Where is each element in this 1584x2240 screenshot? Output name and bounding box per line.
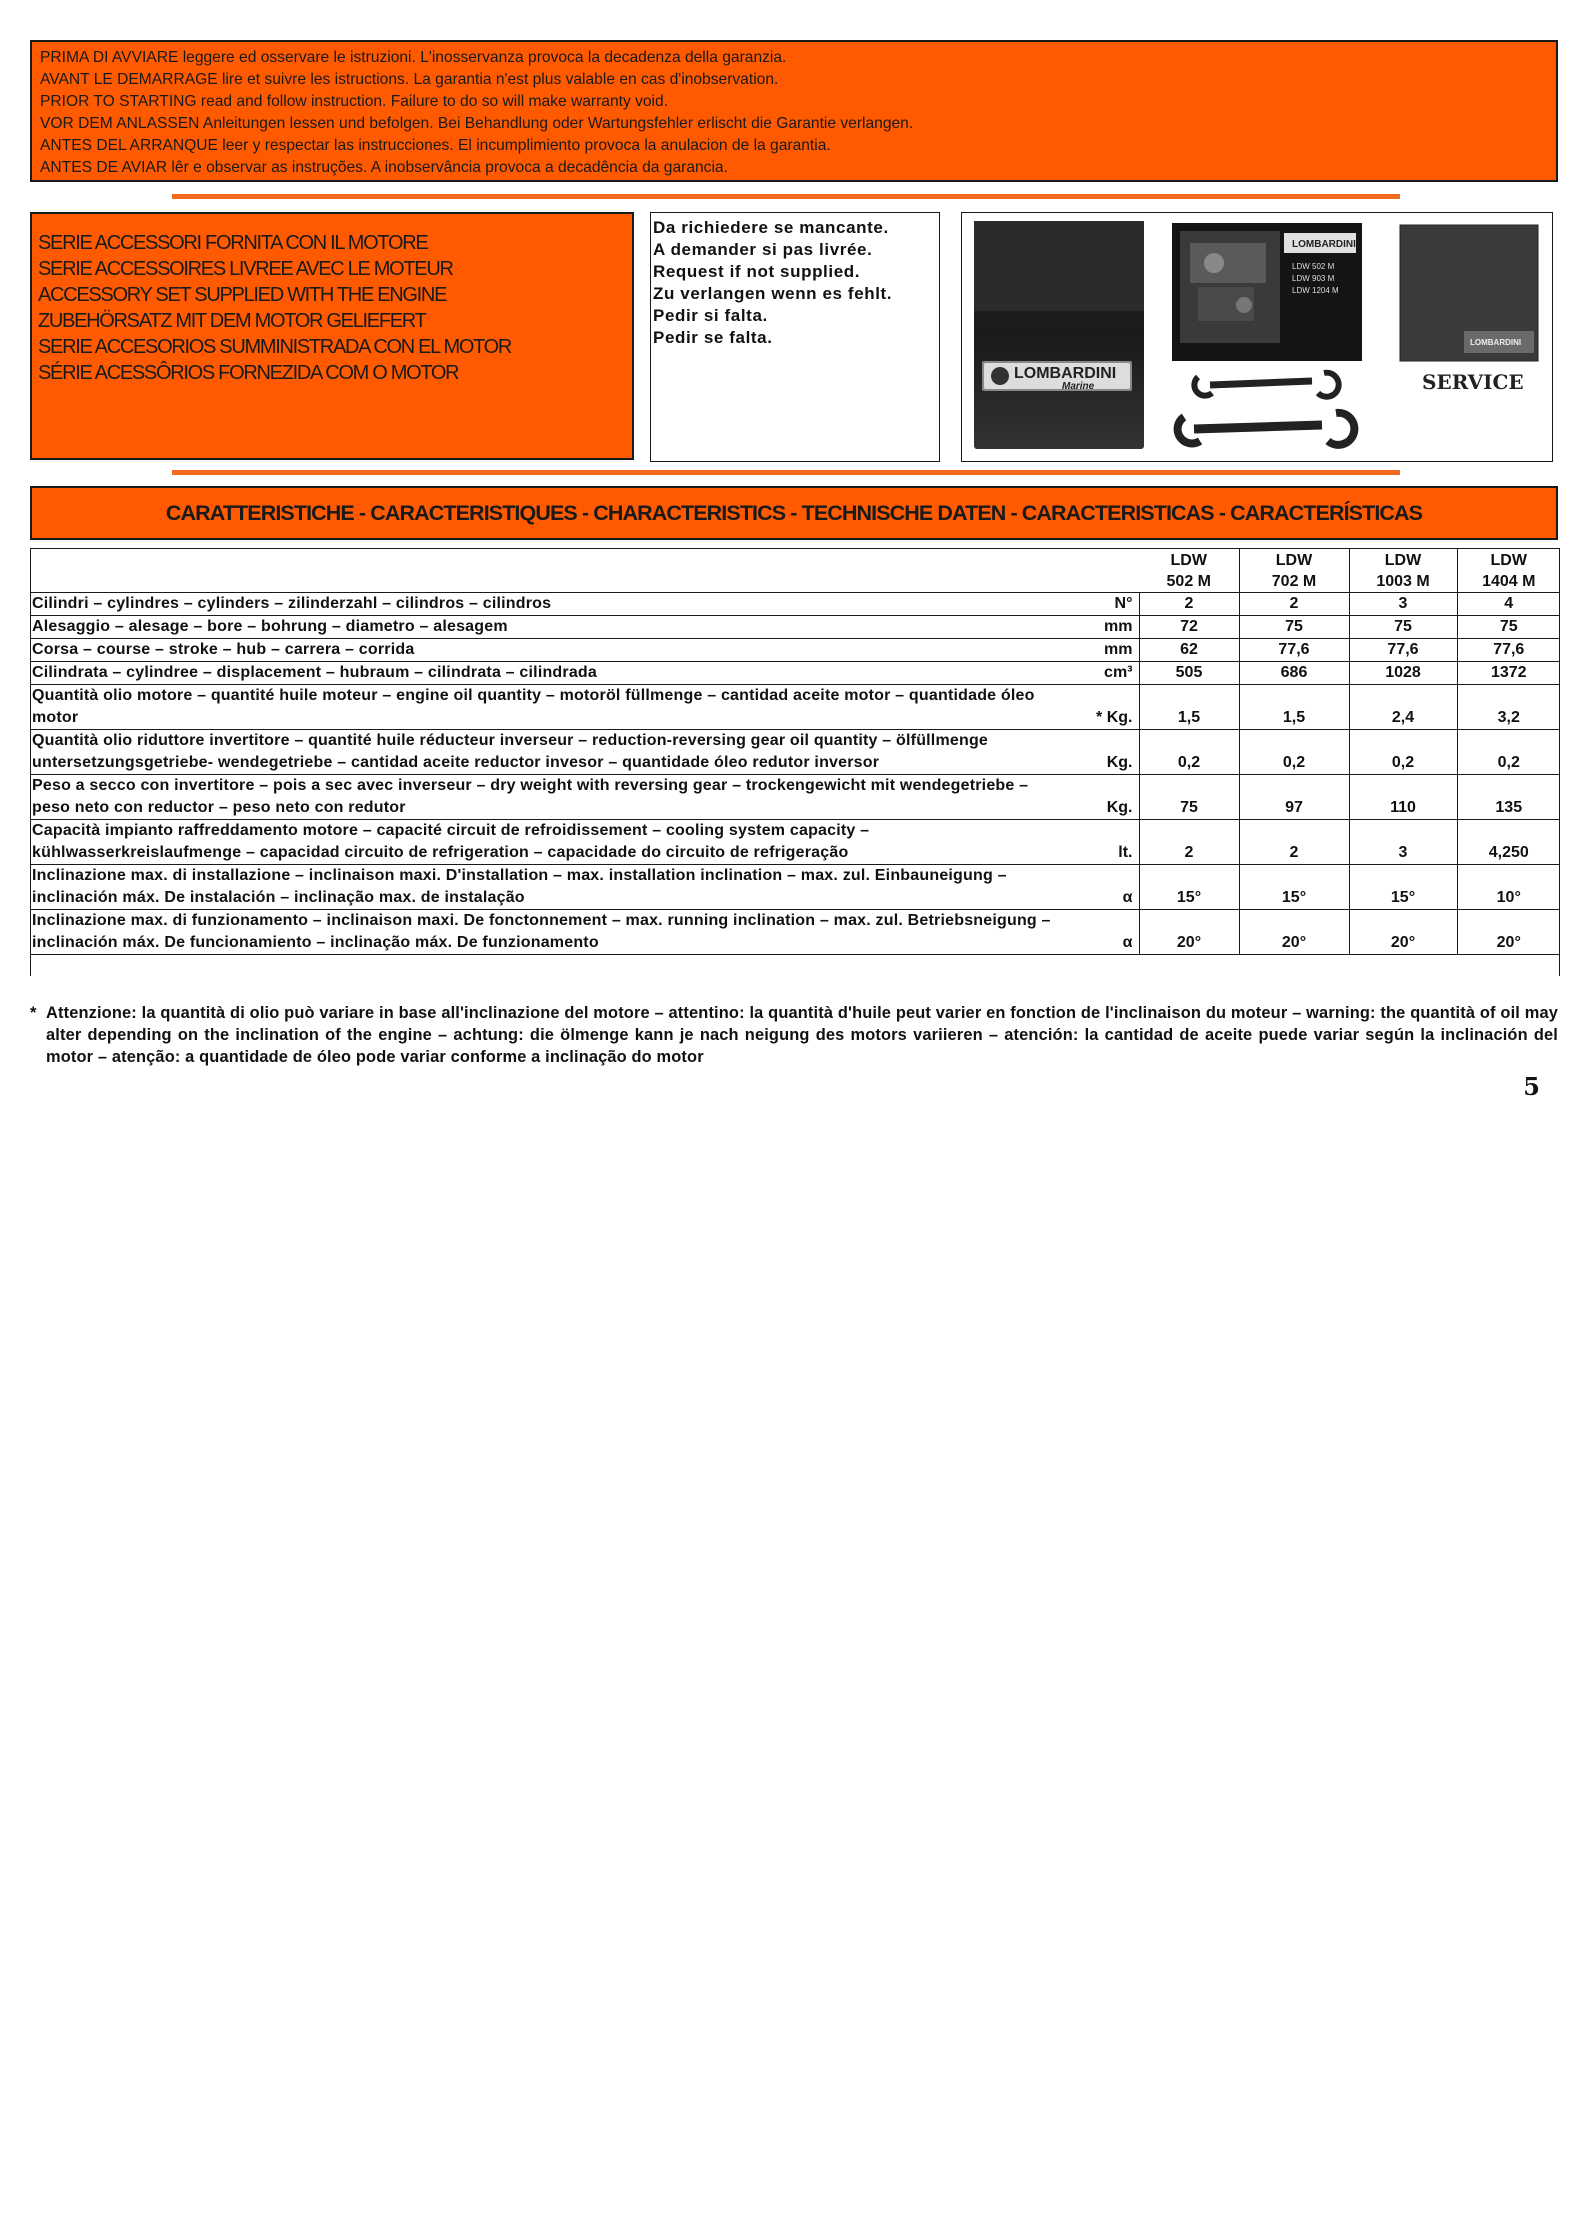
table-row-stroke <box>30 639 1560 662</box>
table-row-bore <box>30 616 1560 639</box>
table-row-cylinders <box>30 593 1560 616</box>
row-label: Inclinazione max. di installazione – inclinaison maxi. D'installation – max. installation inclination – max. zul. Einbauneigung – inclinación máx. De instalación – inclinação max. de instalação <box>30 865 1062 910</box>
wallet-brand-label: LOMBARDINI <box>1014 365 1117 382</box>
row-label: Cilindri – cylindres – cylinders – zilinderzahl – cilindros – cilindros <box>30 593 1062 616</box>
cell-value: 20° <box>1349 910 1457 955</box>
model-header-ldw1003: LDW 1003 M <box>1349 548 1457 593</box>
cell-value: 75 <box>1349 616 1457 639</box>
table-row-cooling-capacity <box>30 820 1560 865</box>
cell-value: 110 <box>1349 775 1457 820</box>
row-label: Inclinazione max. di funzionamento – inclinaison maxi. De fonctonnement – max. running inclination – max. zul. Betriebsneigung – inclinación máx. De funcionamiento – inclinação máx. De funzionamento <box>30 910 1062 955</box>
cell-value: 686 <box>1239 662 1349 685</box>
row-label: Quantità olio riduttore invertitore – quantité huile réducteur inverseur – reduction-reversing gear oil quantity – ölfüllmenge untersetzungsgetriebe- wendegetriebe – cantidad aceite reductor invesor – quantidade óleo redutor inversor <box>30 730 1062 775</box>
spec-table <box>30 548 1560 955</box>
table-row-engine-oil <box>30 685 1560 730</box>
wallet-sub-label: Marine <box>1062 381 1095 392</box>
accessory-line-it: SERIE ACCESSORI FORNITA CON IL MOTORE <box>38 232 428 254</box>
cell-value: 2 <box>1139 593 1239 616</box>
manual-model-3: LDW 1204 M <box>1292 286 1339 295</box>
engine-manual-icon <box>1172 223 1362 361</box>
row-label: Cilindrata – cylindree – displacement – hubraum – cilindrata – cilindrada <box>30 662 1062 685</box>
service-book-icon <box>1400 225 1538 394</box>
table-row-running-inclination <box>30 910 1560 955</box>
cell-value: 1,5 <box>1139 685 1239 730</box>
cell-value: 75 <box>1457 616 1560 639</box>
characteristics-title: CARATTERISTICHE - CARACTERISTIQUES - CHARACTERISTICS - TECHNISCHE DATEN - CARACTERISTICAS - CARACTERÍSTICAS <box>30 486 1558 540</box>
cell-value: 0,2 <box>1239 730 1349 775</box>
table-header-row <box>30 548 1560 593</box>
accessory-line-en: ACCESSORY SET SUPPLIED WITH THE ENGINE <box>38 284 447 306</box>
warning-box <box>30 40 1558 182</box>
row-unit: lt. <box>1062 820 1139 865</box>
cell-value: 3,2 <box>1457 685 1560 730</box>
cell-value: 77,6 <box>1457 639 1560 662</box>
request-line-de: Zu verlangen wenn es fehlt. <box>653 284 893 303</box>
cell-value: 1,5 <box>1239 685 1349 730</box>
cell-value: 505 <box>1139 662 1239 685</box>
cell-value: 20° <box>1239 910 1349 955</box>
cell-value: 10° <box>1457 865 1560 910</box>
warning-line-en: PRIOR TO STARTING read and follow instruction. Failure to do so will make warranty void. <box>40 93 669 110</box>
cell-value: 3 <box>1349 593 1457 616</box>
row-label: Peso a secco con invertitore – pois a sec avec inverseur – dry weight with reversing gear – trockengewicht mit wendegetriebe – peso neto con reductor – peso neto con redutor <box>30 775 1062 820</box>
row-unit: Kg. <box>1062 775 1139 820</box>
request-line-es: Pedir si falta. <box>653 306 768 325</box>
cell-value: 72 <box>1139 616 1239 639</box>
cell-value: 75 <box>1139 775 1239 820</box>
accessory-photo-graphic <box>962 213 1551 460</box>
row-unit: cm³ <box>1062 662 1139 685</box>
cell-value: 15° <box>1239 865 1349 910</box>
row-unit: mm <box>1062 616 1139 639</box>
accessory-line-pt: SÉRIE ACESSÔRIOS FORNEZIDA COM O MOTOR <box>38 362 459 384</box>
row-unit: N° <box>1062 593 1139 616</box>
accessory-line-es: SERIE ACCESORIOS SUMMINISTRADA CON EL MOTOR <box>38 336 512 358</box>
cell-value: 62 <box>1139 639 1239 662</box>
row-unit: α <box>1062 865 1139 910</box>
cell-value: 3 <box>1349 820 1457 865</box>
table-row-install-inclination <box>30 865 1560 910</box>
cell-value: 97 <box>1239 775 1349 820</box>
document-wallet-icon <box>974 221 1144 449</box>
orange-divider-top <box>172 194 1400 199</box>
orange-divider-bottom <box>172 470 1400 475</box>
cell-value: 2,4 <box>1349 685 1457 730</box>
warning-line-pt: ANTES DE AVIAR lêr e observar as instruções. A inobservância provoca a decadência da garancia. <box>40 159 728 176</box>
accessory-set-box <box>30 212 634 460</box>
cell-value: 2 <box>1139 820 1239 865</box>
row-label: Alesaggio – alesage – bore – bohrung – diametro – alesagem <box>30 616 1062 639</box>
row-unit: mm <box>1062 639 1139 662</box>
cell-value: 0,2 <box>1457 730 1560 775</box>
cell-value: 0,2 <box>1139 730 1239 775</box>
row-label: Capacità impianto raffreddamento motore – capacité circuit de refroidissement – cooling system capacity – kühlwasserkreislaufmenge – capacidad circuito de refrigeration – capacidade do circuito de refrigeração <box>30 820 1062 865</box>
row-label: Corsa – course – stroke – hub – carrera – corrida <box>30 639 1062 662</box>
cell-value: 4 <box>1457 593 1560 616</box>
cell-value: 4,250 <box>1457 820 1560 865</box>
manual-brand-label: LOMBARDINI <box>1292 239 1356 250</box>
oil-quantity-footnote <box>30 1002 1558 1068</box>
cell-value: 75 <box>1239 616 1349 639</box>
cell-value: 20° <box>1139 910 1239 955</box>
header-spacer <box>30 548 1062 593</box>
cell-value: 135 <box>1457 775 1560 820</box>
table-row-displacement <box>30 662 1560 685</box>
row-label: Quantità olio motore – quantité huile moteur – engine oil quantity – motoröl füllmenge – cantidad aceite motor – quantidade óleo motor <box>30 685 1062 730</box>
warning-line-es: ANTES DEL ARRANQUE leer y respectar las instrucciones. El incumplimiento provoca la anulacion de la garantia. <box>40 137 831 154</box>
row-unit: α <box>1062 910 1139 955</box>
cell-value: 20° <box>1457 910 1560 955</box>
cell-value: 1372 <box>1457 662 1560 685</box>
cell-value: 77,6 <box>1239 639 1349 662</box>
model-header-ldw502: LDW 502 M <box>1139 548 1239 593</box>
cell-value: 2 <box>1239 820 1349 865</box>
row-unit: * Kg. <box>1062 685 1139 730</box>
model-header-ldw1404: LDW 1404 M <box>1457 548 1560 593</box>
cell-value: 77,6 <box>1349 639 1457 662</box>
service-label: SERVICE <box>1422 370 1524 394</box>
manual-model-1: LDW 502 M <box>1292 262 1335 271</box>
model-header-ldw702: LDW 702 M <box>1239 548 1349 593</box>
request-line-pt: Pedir se falta. <box>653 328 773 347</box>
cell-value: 15° <box>1349 865 1457 910</box>
request-if-missing-box <box>650 212 940 462</box>
header-unit-spacer <box>1062 548 1139 593</box>
cell-value: 1028 <box>1349 662 1457 685</box>
wrench-icon <box>1178 373 1355 445</box>
table-row-dry-weight <box>30 775 1560 820</box>
warning-line-de: VOR DEM ANLASSEN Anleitungen lessen und befolgen. Bei Behandlung oder Wartungsfehler erlischt die Garantie verlangen. <box>40 115 914 132</box>
cell-value: 15° <box>1139 865 1239 910</box>
request-line-fr: A demander si pas livrée. <box>653 240 873 259</box>
accessory-photo <box>961 212 1553 462</box>
accessory-line-de: ZUBEHÖRSATZ MIT DEM MOTOR GELIEFERT <box>38 310 426 332</box>
footnote-text: Attenzione: la quantità di olio può variare in base all'inclinazione del motore – attentino: la quantità d'huile peut varier en fonction de l'inclinaison du moteur – warning: the quantità of oil may alter depending on the inclination of the engine – achtung: die ölmenge kann je nach neigung des motors variieren – atención: la cantidad de aceite puede variar según la inclinación del motor – atenção: a quantidade de óleo pode variar conforme a inclinação do motor <box>46 1004 1558 1066</box>
accessory-line-fr: SERIE ACCESSOIRES LIVREE AVEC LE MOTEUR <box>38 258 453 280</box>
svg-text:LOMBARDINI: LOMBARDINI <box>1470 338 1522 347</box>
page-number: 5 <box>1523 1072 1540 1101</box>
cell-value: 2 <box>1239 593 1349 616</box>
cell-value: 0,2 <box>1349 730 1457 775</box>
request-line-en: Request if not supplied. <box>653 262 861 281</box>
manual-model-2: LDW 903 M <box>1292 274 1335 283</box>
table-row-gear-oil <box>30 730 1560 775</box>
warning-line-fr: AVANT LE DEMARRAGE lire et suivre les istructions. La garantia n'est plus valable en cas d'inobservation. <box>40 71 779 88</box>
row-unit: Kg. <box>1062 730 1139 775</box>
warning-line-it: PRIMA DI AVVIARE leggere ed osservare le istruzioni. L'inosservanza provoca la decadenza della garanzia. <box>40 49 787 66</box>
request-line-it: Da richiedere se mancante. <box>653 218 889 237</box>
footnote-marker: * <box>30 1004 37 1022</box>
